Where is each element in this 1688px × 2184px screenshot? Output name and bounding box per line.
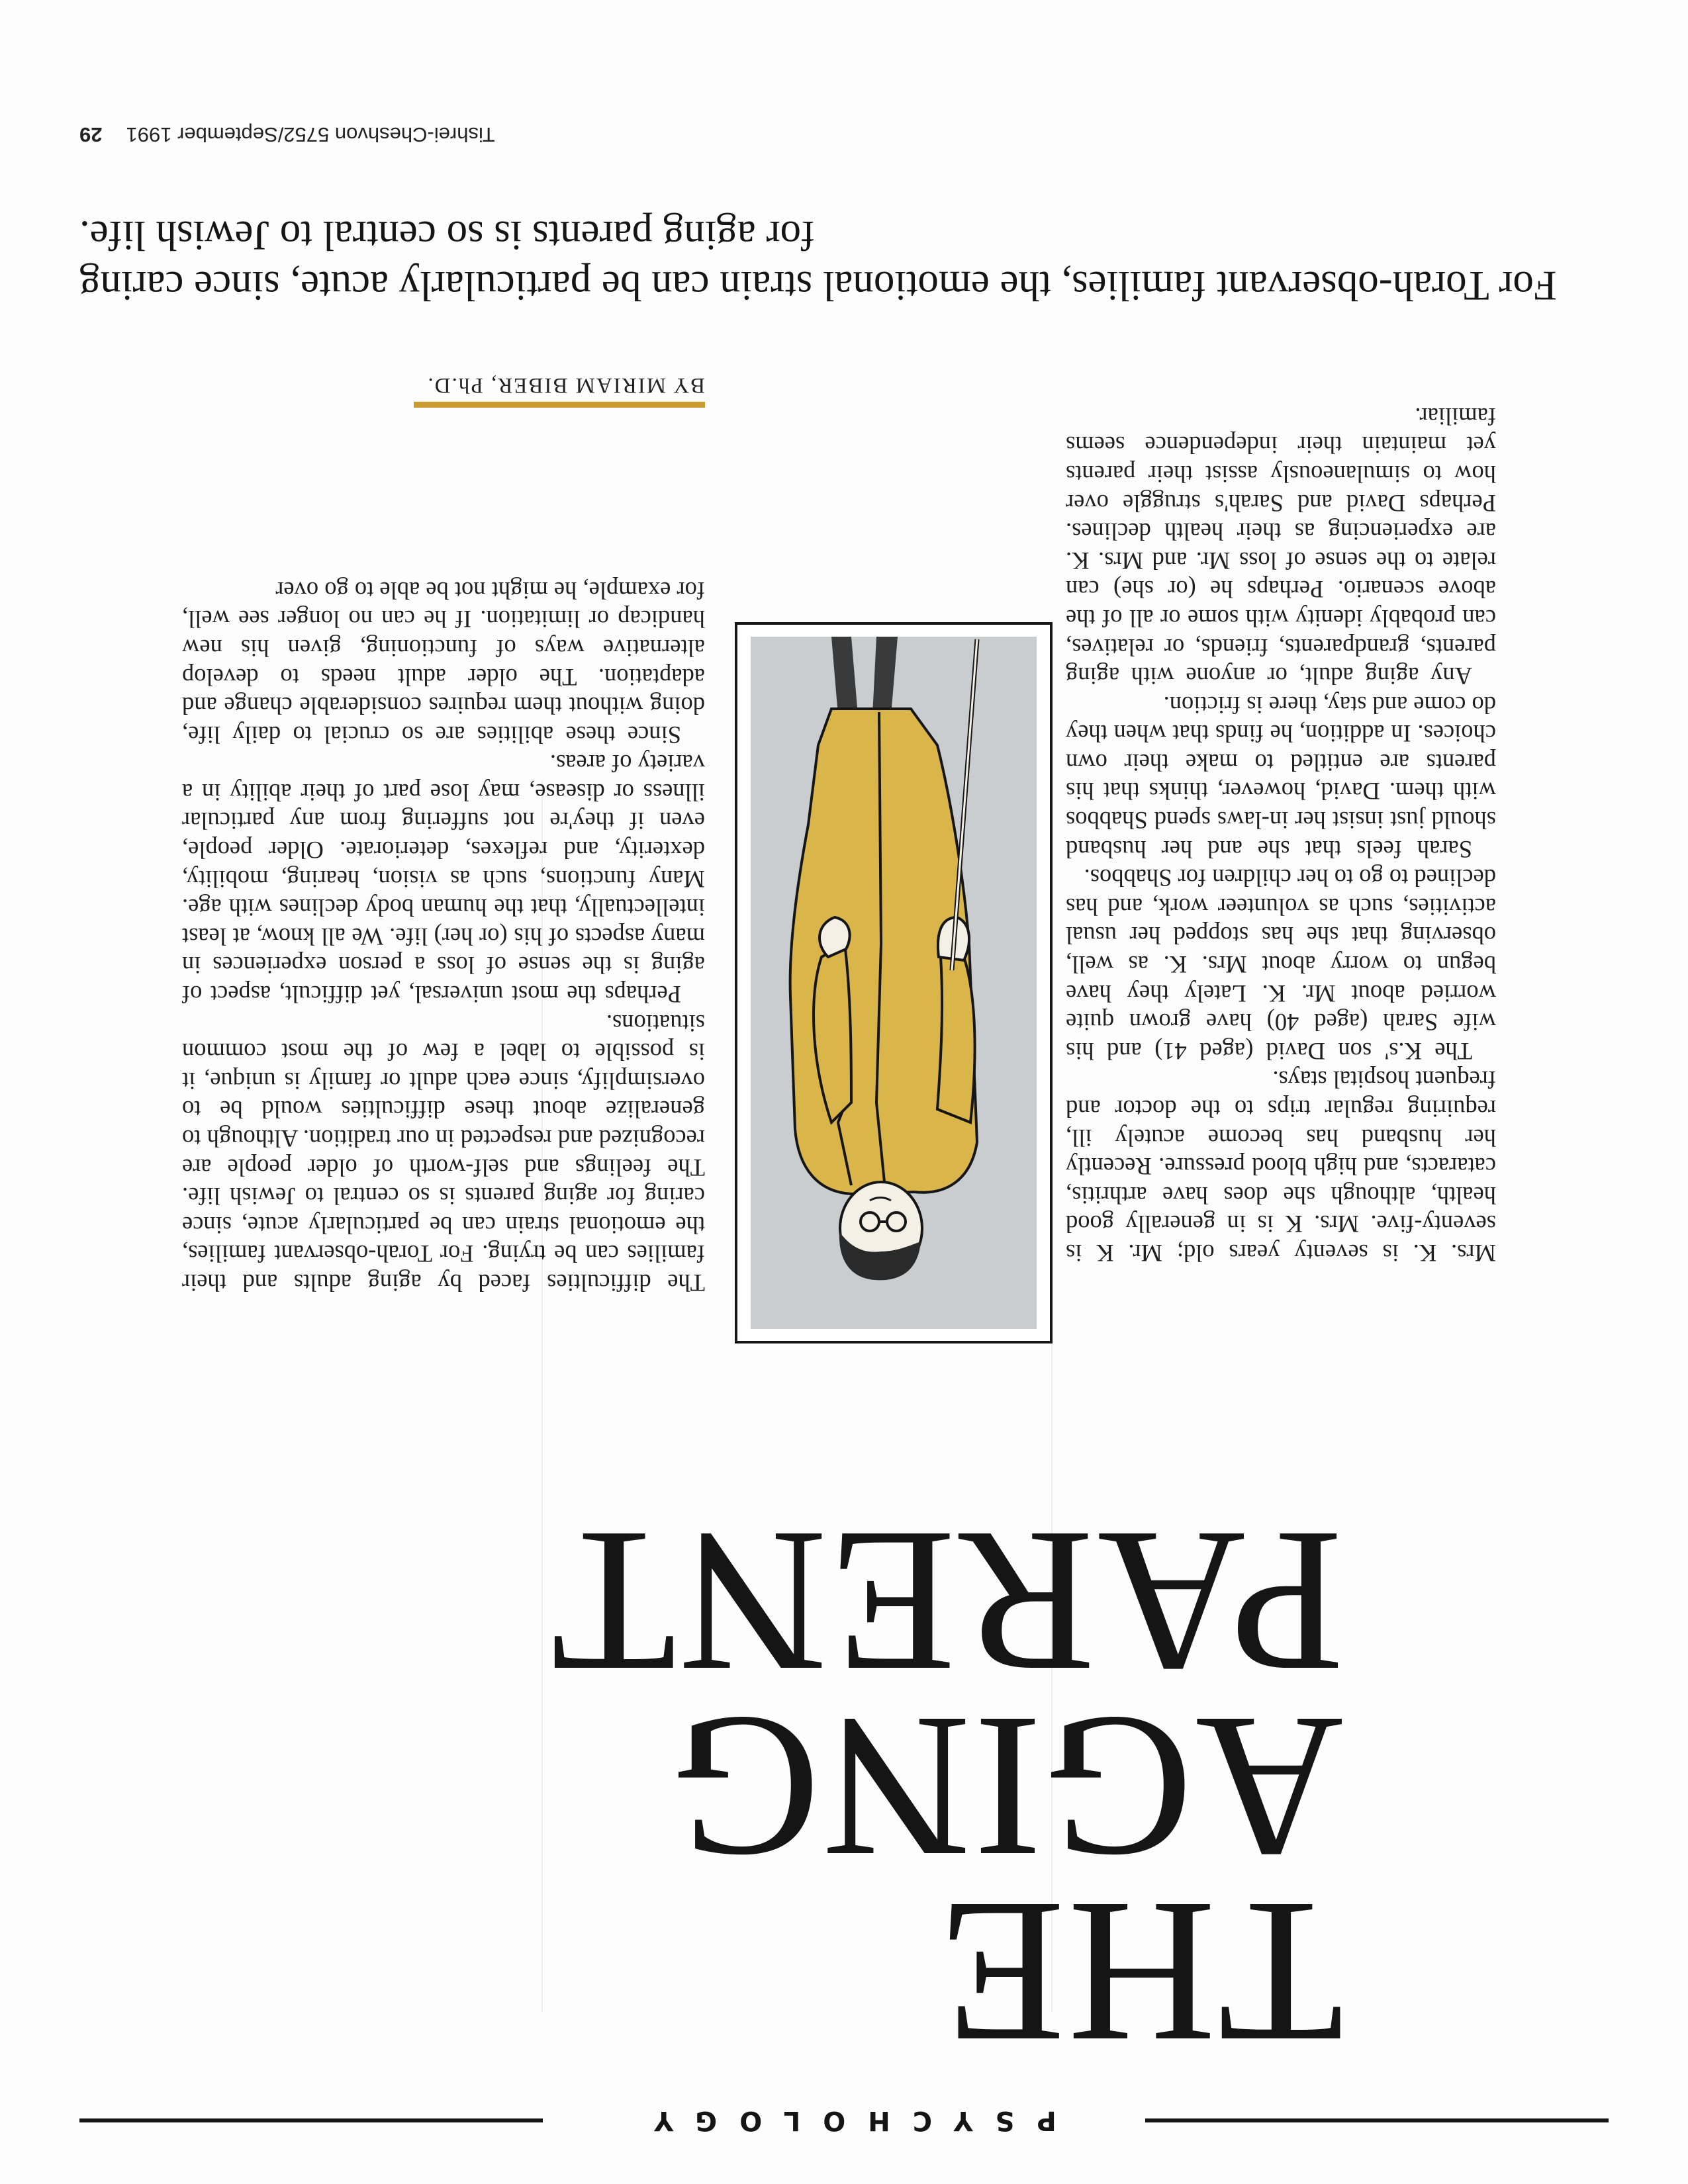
paragraph: The difficulties faced by aging adults and their families can be trying. For Torah-observant families, the emotional strain can be particularly acute, since caring for aging parents is so central to Jewish life. The feelings and self-worth of older people are recognized and respected in our tradition. Although to generalize about these difficulties would be to oversimplify, since each adult or family is unique, it is possible to label a few of the most common situations. xyxy=(182,1009,705,1297)
article-column-mid xyxy=(1066,402,1496,1267)
folio xyxy=(79,122,569,146)
illustration-drawing xyxy=(737,625,1050,1341)
illustration-old-man-with-cane xyxy=(735,622,1053,1343)
byline-accent-rule xyxy=(414,402,705,408)
pull-quote: For Torah-observant families, the emotional strain can be particularly acute, since caring for aging parents is so central to Jewish life. xyxy=(79,212,1557,309)
section-header xyxy=(79,2107,1609,2134)
article-title xyxy=(548,1488,1344,2086)
issue-date: Tishrei-Cheshvon 5752/September 1991 xyxy=(126,123,495,146)
page-number: 29 xyxy=(79,123,103,146)
paragraph: Mrs. K. is seventy years old; Mr. K is seventy-five. Mrs. K is in generally good health, although she does have arthritis, cataracts, and high blood pressure. Recently her husband has become acutely ill, requiring regular trips to the doctor and frequent hospital stays. xyxy=(1066,1066,1496,1267)
paragraph: Since these abilities are so crucial to daily life, doing without them requires considerable change and adaptation. The older adult needs to develop alternative ways of functioning, given his new handicap or limitation. If he can no longer see well, for example, he might not be able to go over xyxy=(182,576,705,749)
section-rule-left xyxy=(1145,2118,1609,2122)
title-line: AGING xyxy=(669,1674,1344,1901)
paragraph: Perhaps the most universal, yet difficult, aspect of aging is the sense of loss a person experiences in many aspects of his (or her) life. We all know, at least intellectually, that the human body declines with age. Many functions, such as vision, hearing, mobility, dexterity, and reflexes, deteriorate. Older people, even if they're not suffering from any particular illness or disease, may lose part of their ability in a variety of areas. xyxy=(182,750,705,1009)
paragraph: Any aging adult, or anyone with aging parents, grandparents, friends, or relatives, can probably idenity with some or all of the above scenario. Perhaps he (or she) can relate to the sense of loss Mr. and Mrs. K. are experiencing as their health declines. Perhaps David and Sarah's struggle over how to simulaneously assist their parents yet maintain their independence seems familiar. xyxy=(1066,402,1496,690)
paragraph: Sarah feels that she and her husband should just insist her in-laws spend Shabbos with them. David, however, thinks that his parents are entitled to make their own choices. In addition, he finds that when they do come and stay, there is friction. xyxy=(1066,691,1496,863)
section-label: PSYCHOLOGY xyxy=(632,2105,1056,2136)
paragraph: The K.s' son David (aged 41) and his wife Sarah (aged 40) have grown quite worried about Mr. K. Lately they have begun to worry about Mrs. K. as well, observing that she has stopped her usual activities, such as volunteer work, and has declined to go to her children for Shabbos. xyxy=(1066,864,1496,1065)
title-line: PARENT xyxy=(548,1488,1344,1715)
title-line: THE xyxy=(937,1859,1344,2086)
section-rule-right xyxy=(79,2118,543,2122)
article-column-left xyxy=(182,576,705,1297)
byline: BY MIRIAM BIBER, Ph.D. xyxy=(426,373,705,397)
